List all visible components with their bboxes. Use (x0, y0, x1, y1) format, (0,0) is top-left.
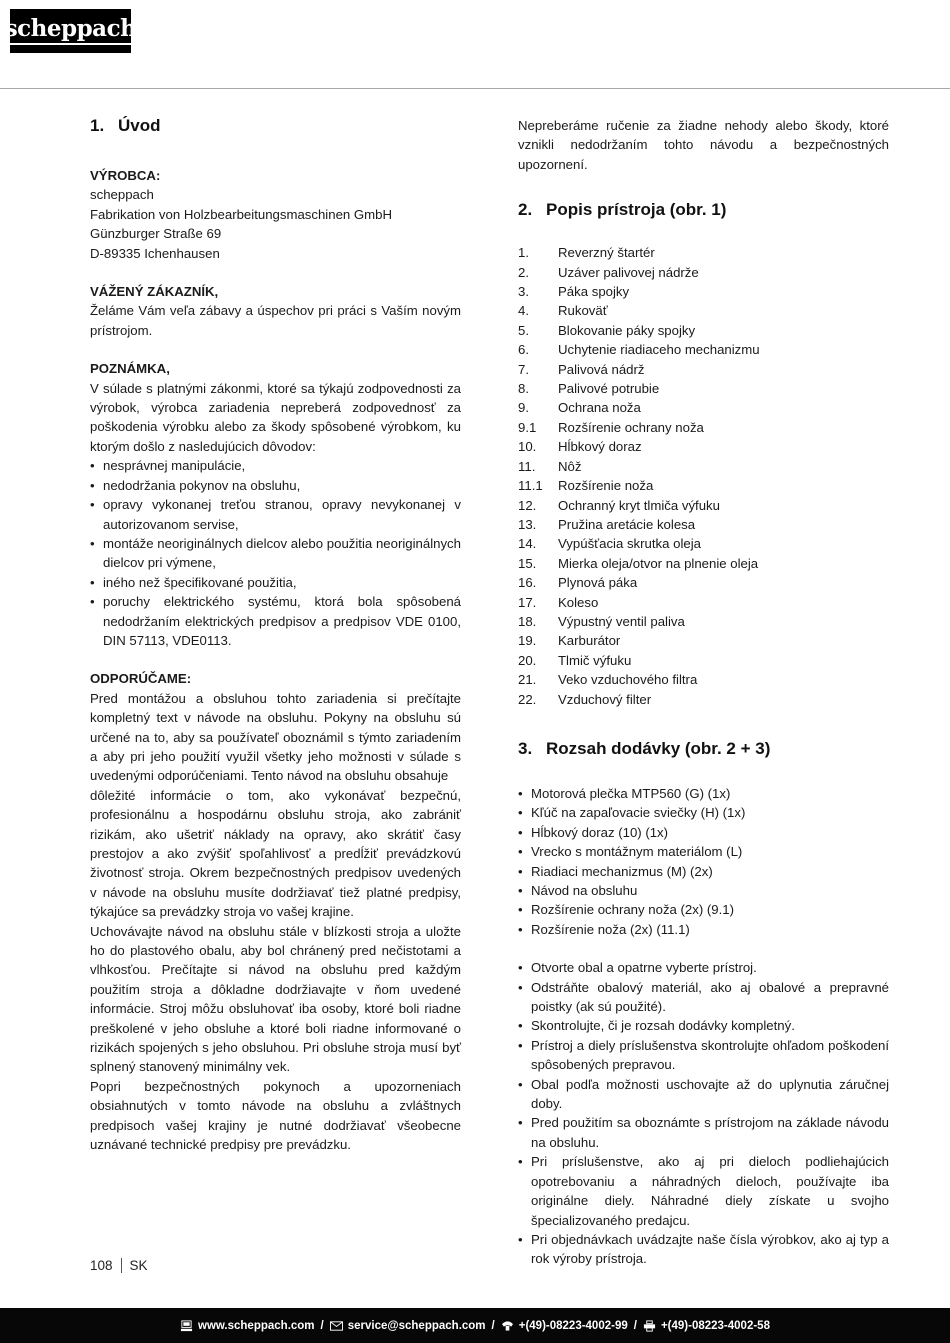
device-part-item (518, 631, 889, 650)
part-number: 13. (518, 516, 537, 532)
delivery-item (518, 842, 889, 861)
part-name: Hĺbkový doraz (558, 439, 642, 455)
device-part-item (518, 534, 889, 553)
website-contact (180, 1320, 315, 1332)
part-number: 19. (518, 633, 537, 649)
device-part-item (518, 263, 889, 282)
device-part-item (518, 398, 889, 417)
device-part-item (518, 573, 889, 592)
bar-separator: / (320, 1319, 324, 1332)
device-part-item (518, 496, 889, 515)
fax-contact (643, 1320, 770, 1332)
part-number: 1. (518, 245, 529, 261)
page-footer (90, 1258, 148, 1273)
device-parts-list (518, 243, 889, 709)
bar-separator: / (633, 1319, 637, 1332)
delivery-item-text: Kľúč na zapaľovacie sviečky (H) (1x) (531, 805, 746, 821)
part-number: 11. (518, 458, 536, 474)
note-bullet-text: nesprávnej manipulácie, (103, 458, 246, 474)
part-name: Rukoväť (558, 303, 608, 319)
page-number: 108 (90, 1258, 113, 1273)
part-name: Uchytenie riadiaceho mechanizmu (558, 342, 760, 358)
part-name: Uzáver palivovej nádrže (558, 264, 699, 280)
part-name: Páka spojky (558, 284, 630, 300)
part-name: Palivová nádrž (558, 361, 645, 377)
manufacturer-line: Fabrikation von Holzbearbeitungsmaschinen GmbH (90, 206, 392, 222)
part-number: 16. (518, 575, 537, 591)
unpacking-item (518, 1152, 889, 1230)
device-part-item (518, 360, 889, 379)
email-contact (330, 1320, 486, 1332)
unpacking-item (518, 1230, 889, 1269)
bullet-icon (90, 592, 103, 650)
unpacking-instructions-list (518, 958, 889, 1269)
part-number: 22. (518, 691, 537, 707)
recommend-paragraph: Pred montážou a obsluhou tohto zariadenia si prečítajte kompletný text v návode na obsluhu. Pokyny na obsluhu sú určené na to, aby sa používateľ oboznámil s týmto zariadením a aby pri jeho použití využil všetky jeho možnosti v súlade s uvedenými odporúčeniami. Tento návod na obsluhu obsahuje (90, 690, 461, 784)
delivery-item-text: Návod na obsluhu (531, 883, 638, 898)
bullet-icon (90, 476, 103, 495)
delivery-item (518, 900, 889, 919)
scheppach-logo (4, 9, 137, 53)
delivery-item (518, 881, 889, 900)
part-name: Ochranný kryt tlmiča výfuku (558, 497, 720, 513)
device-part-item (518, 340, 889, 359)
bullet-icon (518, 784, 531, 803)
part-number: 14. (518, 536, 537, 552)
language-code: SK (129, 1258, 148, 1273)
part-number: 7. (518, 361, 529, 377)
bullet-icon (518, 881, 531, 900)
part-name: Výpustný ventil paliva (558, 613, 685, 629)
section-1-heading (90, 116, 461, 136)
device-part-item (518, 515, 889, 534)
part-number: 8. (518, 381, 529, 397)
phone-contact (501, 1320, 628, 1332)
note-bullet-text: poruchy elektrického systému, ktorá bola spôsobená nedodržaním elektrických predpisov a predpisov VDE 0100, DIN 57113, VDE0113. (103, 594, 461, 648)
part-number: 9. (518, 400, 529, 416)
part-name: Vzduchový filter (558, 691, 652, 707)
note-bullet (90, 456, 461, 475)
unpacking-item (518, 978, 889, 1017)
section-2-title: Popis prístroja (obr. 1) (546, 200, 727, 220)
part-name: Rozšírenie ochrany noža (558, 419, 704, 435)
section-1-title: Úvod (118, 116, 161, 135)
manufacturer-line: scheppach (90, 187, 154, 203)
part-number: 12. (518, 497, 537, 513)
bullet-icon (518, 978, 531, 1017)
device-part-item (518, 593, 889, 612)
left-column (90, 116, 461, 1269)
delivery-item-text: Hĺbkový doraz (10) (1x) (531, 824, 669, 840)
part-number: 9.1 (518, 419, 537, 435)
delivery-contents-list (518, 784, 889, 939)
footer-divider (121, 1258, 122, 1273)
email-icon (330, 1321, 343, 1331)
note-bullet (90, 592, 461, 650)
part-number: 21. (518, 672, 537, 688)
recommend-paragraph: Popri bezpečnostných pokynoch a upozorneniach obsiahnutých v tomto návode na obsluhu a zvláštnych predpisoch vašej krajiny je nutné dodržiavať všeobecne uznávané technické predpisy pre prevádzku. (90, 1078, 461, 1153)
unpacking-item (518, 1036, 889, 1075)
part-number: 6. (518, 342, 529, 358)
phone-text: +(49)-08223-4002-99 (518, 1319, 628, 1332)
unpacking-item (518, 958, 889, 977)
customer-text: Želáme Vám veľa zábavy a úspechov pri práci s Vaším novým prístrojom. (90, 303, 461, 338)
contact-bar (0, 1308, 950, 1343)
bullet-icon (518, 823, 531, 842)
unpacking-item-text: Odstráňte obalový materiál, ako aj obalové a prepravné poistky (ak sú použité). (531, 979, 889, 1015)
bar-separator: / (491, 1319, 495, 1332)
delivery-item-text: Rozšírenie noža (2x) (11.1) (531, 921, 690, 937)
part-number: 3. (518, 284, 529, 300)
delivery-item (518, 784, 889, 803)
unpacking-item-text: Pri príslušenstve, ako aj pri dieloch podliehajúcich opotrebovaniu a náhradných dieloch, používajte iba originálne diely. Náhradné diely získate u svojho špecializovaného predajcu. (531, 1154, 889, 1228)
email-text: service@scheppach.com (347, 1319, 486, 1332)
part-name: Vypúšťacia skrutka oleja (558, 536, 701, 552)
bullet-icon (90, 573, 103, 592)
part-name: Nôž (558, 458, 582, 474)
part-number: 10. (518, 439, 537, 455)
unpacking-item-text: Otvorte obal a opatrne vyberte prístroj. (531, 960, 757, 976)
note-bullet-text: iného než špecifikované použitia, (103, 574, 297, 590)
manufacturer-line: D-89335 Ichenhausen (90, 245, 220, 261)
unpacking-item-text: Pri objednávkach uvádzajte naše čísla výrobkov, ako aj typ a rok výroby prístroja. (531, 1231, 889, 1267)
part-name: Plynová páka (558, 575, 638, 591)
device-part-item (518, 476, 889, 495)
part-name: Pružina aretácie kolesa (558, 516, 696, 532)
section-2-heading (518, 200, 889, 220)
device-part-item (518, 612, 889, 631)
device-part-item (518, 457, 889, 476)
section-3-number: 3. (518, 738, 533, 758)
part-number: 11.1 (518, 478, 543, 494)
device-part-item (518, 321, 889, 340)
device-part-item (518, 418, 889, 437)
device-part-item (518, 670, 889, 689)
device-part-item (518, 243, 889, 262)
section-3-heading (518, 739, 889, 759)
note-bullet (90, 534, 461, 573)
bullet-icon (518, 900, 531, 919)
note-bullet (90, 476, 461, 495)
right-column (518, 116, 889, 1269)
part-name: Blokovanie páky spojky (558, 322, 696, 338)
recommend-heading: ODPORÚČAME: (90, 671, 192, 687)
delivery-item-text: Motorová plečka MTP560 (G) (1x) (531, 785, 731, 801)
manufacturer-heading: VÝROBCA: (90, 168, 161, 183)
phone-icon (501, 1320, 514, 1331)
note-block (90, 359, 461, 650)
part-name: Mierka oleja/otvor na plnenie oleja (558, 555, 759, 571)
part-number: 17. (518, 594, 537, 610)
bullet-icon (90, 534, 103, 573)
note-bullet (90, 495, 461, 534)
delivery-item (518, 920, 889, 939)
part-name: Ochrana noža (558, 400, 641, 416)
delivery-item-text: Vrecko s montážnym materiálom (L) (531, 844, 743, 860)
unpacking-item-text: Pred použitím sa oboznámte s prístrojom na základe návodu na obsluhu. (531, 1115, 889, 1150)
delivery-item (518, 803, 889, 822)
part-name: Tlmič výfuku (558, 652, 632, 668)
section-2-number: 2. (518, 200, 533, 220)
bullet-icon (90, 456, 103, 475)
unpacking-item (518, 1113, 889, 1152)
bullet-icon (518, 1036, 531, 1075)
manufacturer-block (90, 166, 461, 263)
delivery-item (518, 823, 889, 842)
device-part-item (518, 301, 889, 320)
note-heading: POZNÁMKA, (90, 361, 170, 377)
note-bullet-text: montáže neoriginálnych dielcov alebo použitia neoriginálnych dielcov pri výmene, (103, 535, 461, 571)
logo-text: scheppach (3, 17, 139, 45)
recommend-paragraph: Uchovávajte návod na obsluhu stále v blízkosti stroja a uložte ho do plastového obalu, aby bol chránený pred nečistotami a vlhkosťou. Prečítajte si návod na obsluhu pred každým použitím stroja a dôkladne dodržiavajte v ňom uvedené informácie. Stroj môžu obsluhovať iba osoby, ktoré boli riadne preškolené v jeho obsluhe a ktoré boli riadne informované o rizikách spojených s jeho obsluhou. Pri obsluhe stroja musí byť splnený stanovený minimálny vek. (90, 923, 461, 1075)
recommend-paragraph: dôležité informácie o tom, ako vykonávať bezpečnú, profesionálnu a hospodárnu obsluhu stroja, ako zabrániť rizikám, ako ušetriť náklady na opravy, ako skrátiť časy prestojov a ako zvýšiť spoľahlivosť a predĺžiť prevádzkovú životnosť stroja. Okrem bezpečnostných predpisov uvedených v návode na obsluhu musíte dodržiavať tiež platné predpisy, týkajúce sa prevádzky stroja vo vašej krajine. (90, 787, 461, 920)
part-number: 18. (518, 613, 537, 629)
part-number: 2. (518, 264, 529, 280)
section-3-title: Rozsah dodávky (obr. 2 + 3) (546, 738, 771, 758)
delivery-item-text: Rozšírenie ochrany noža (2x) (9.1) (531, 902, 735, 918)
unpacking-item (518, 1075, 889, 1114)
bullet-icon (518, 803, 531, 822)
recommend-block (90, 669, 461, 1154)
computer-icon (180, 1320, 193, 1332)
part-name: Koleso (558, 594, 599, 610)
part-name: Rozšírenie noža (558, 478, 654, 494)
bullet-icon (518, 1230, 531, 1269)
website-text: www.scheppach.com (198, 1319, 315, 1332)
bullet-icon (518, 1152, 531, 1230)
part-number: 5. (518, 322, 529, 338)
part-name: Reverzný štartér (558, 245, 655, 261)
device-part-item (518, 437, 889, 456)
bullet-icon (518, 862, 531, 881)
delivery-item-text: Riadiaci mechanizmus (M) (2x) (531, 863, 713, 879)
customer-block (90, 282, 461, 340)
header-divider (0, 88, 950, 89)
fax-icon (643, 1320, 656, 1332)
device-part-item (518, 379, 889, 398)
part-name: Palivové potrubie (558, 381, 660, 397)
note-intro: V súlade s platnými zákonmi, ktoré sa týkajú zodpovednosti za výrobok, výrobca zariadenia nepreberá zodpovednosť za poškodenia výrobku alebo za škody spôsobené výrobkom, ku ktorým došlo z nasledujúcich dôvodov: (90, 380, 461, 454)
bullet-icon (518, 920, 531, 939)
bullet-icon (518, 1113, 531, 1152)
manufacturer-line: Günzburger Straße 69 (90, 226, 222, 242)
part-name: Veko vzduchového filtra (558, 672, 698, 688)
device-part-item (518, 282, 889, 301)
bullet-icon (518, 1016, 531, 1035)
page-content (90, 116, 890, 1269)
bullet-icon (90, 495, 103, 534)
note-bullet-text: opravy vykonanej treťou stranou, opravy nevykonanej v autorizovanom servise, (103, 497, 461, 532)
part-number: 20. (518, 652, 537, 668)
device-part-item (518, 651, 889, 670)
unpacking-item-text: Obal podľa možnosti uschovajte až do uplynutia záručnej doby. (531, 1076, 889, 1112)
unpacking-item-text: Skontrolujte, či je rozsah dodávky kompletný. (531, 1018, 795, 1034)
part-name: Karburátor (558, 633, 621, 649)
delivery-item (518, 862, 889, 881)
device-part-item (518, 554, 889, 573)
device-part-item (518, 690, 889, 709)
bullet-icon (518, 842, 531, 861)
fax-text: +(49)-08223-4002-58 (660, 1319, 770, 1332)
unpacking-item-text: Prístroj a diely príslušenstva skontrolujte ohľadom poškodení spôsobených prepravou. (531, 1037, 889, 1073)
part-number: 15. (518, 555, 537, 571)
customer-heading: VÁŽENÝ ZÁKAZNÍK, (90, 284, 219, 300)
bullet-icon (518, 958, 531, 977)
part-number: 4. (518, 303, 529, 319)
section-1-number: 1. (90, 116, 105, 135)
bullet-icon (518, 1075, 531, 1114)
liability-text: Nepreberáme ručenie za žiadne nehody alebo škody, ktoré vznikli nedodržaním tohto návodu a bezpečnostných upozornení. (518, 118, 889, 172)
unpacking-item (518, 1016, 889, 1035)
note-bullet (90, 573, 461, 592)
note-bullet-text: nedodržania pokynov na obsluhu, (103, 477, 301, 493)
